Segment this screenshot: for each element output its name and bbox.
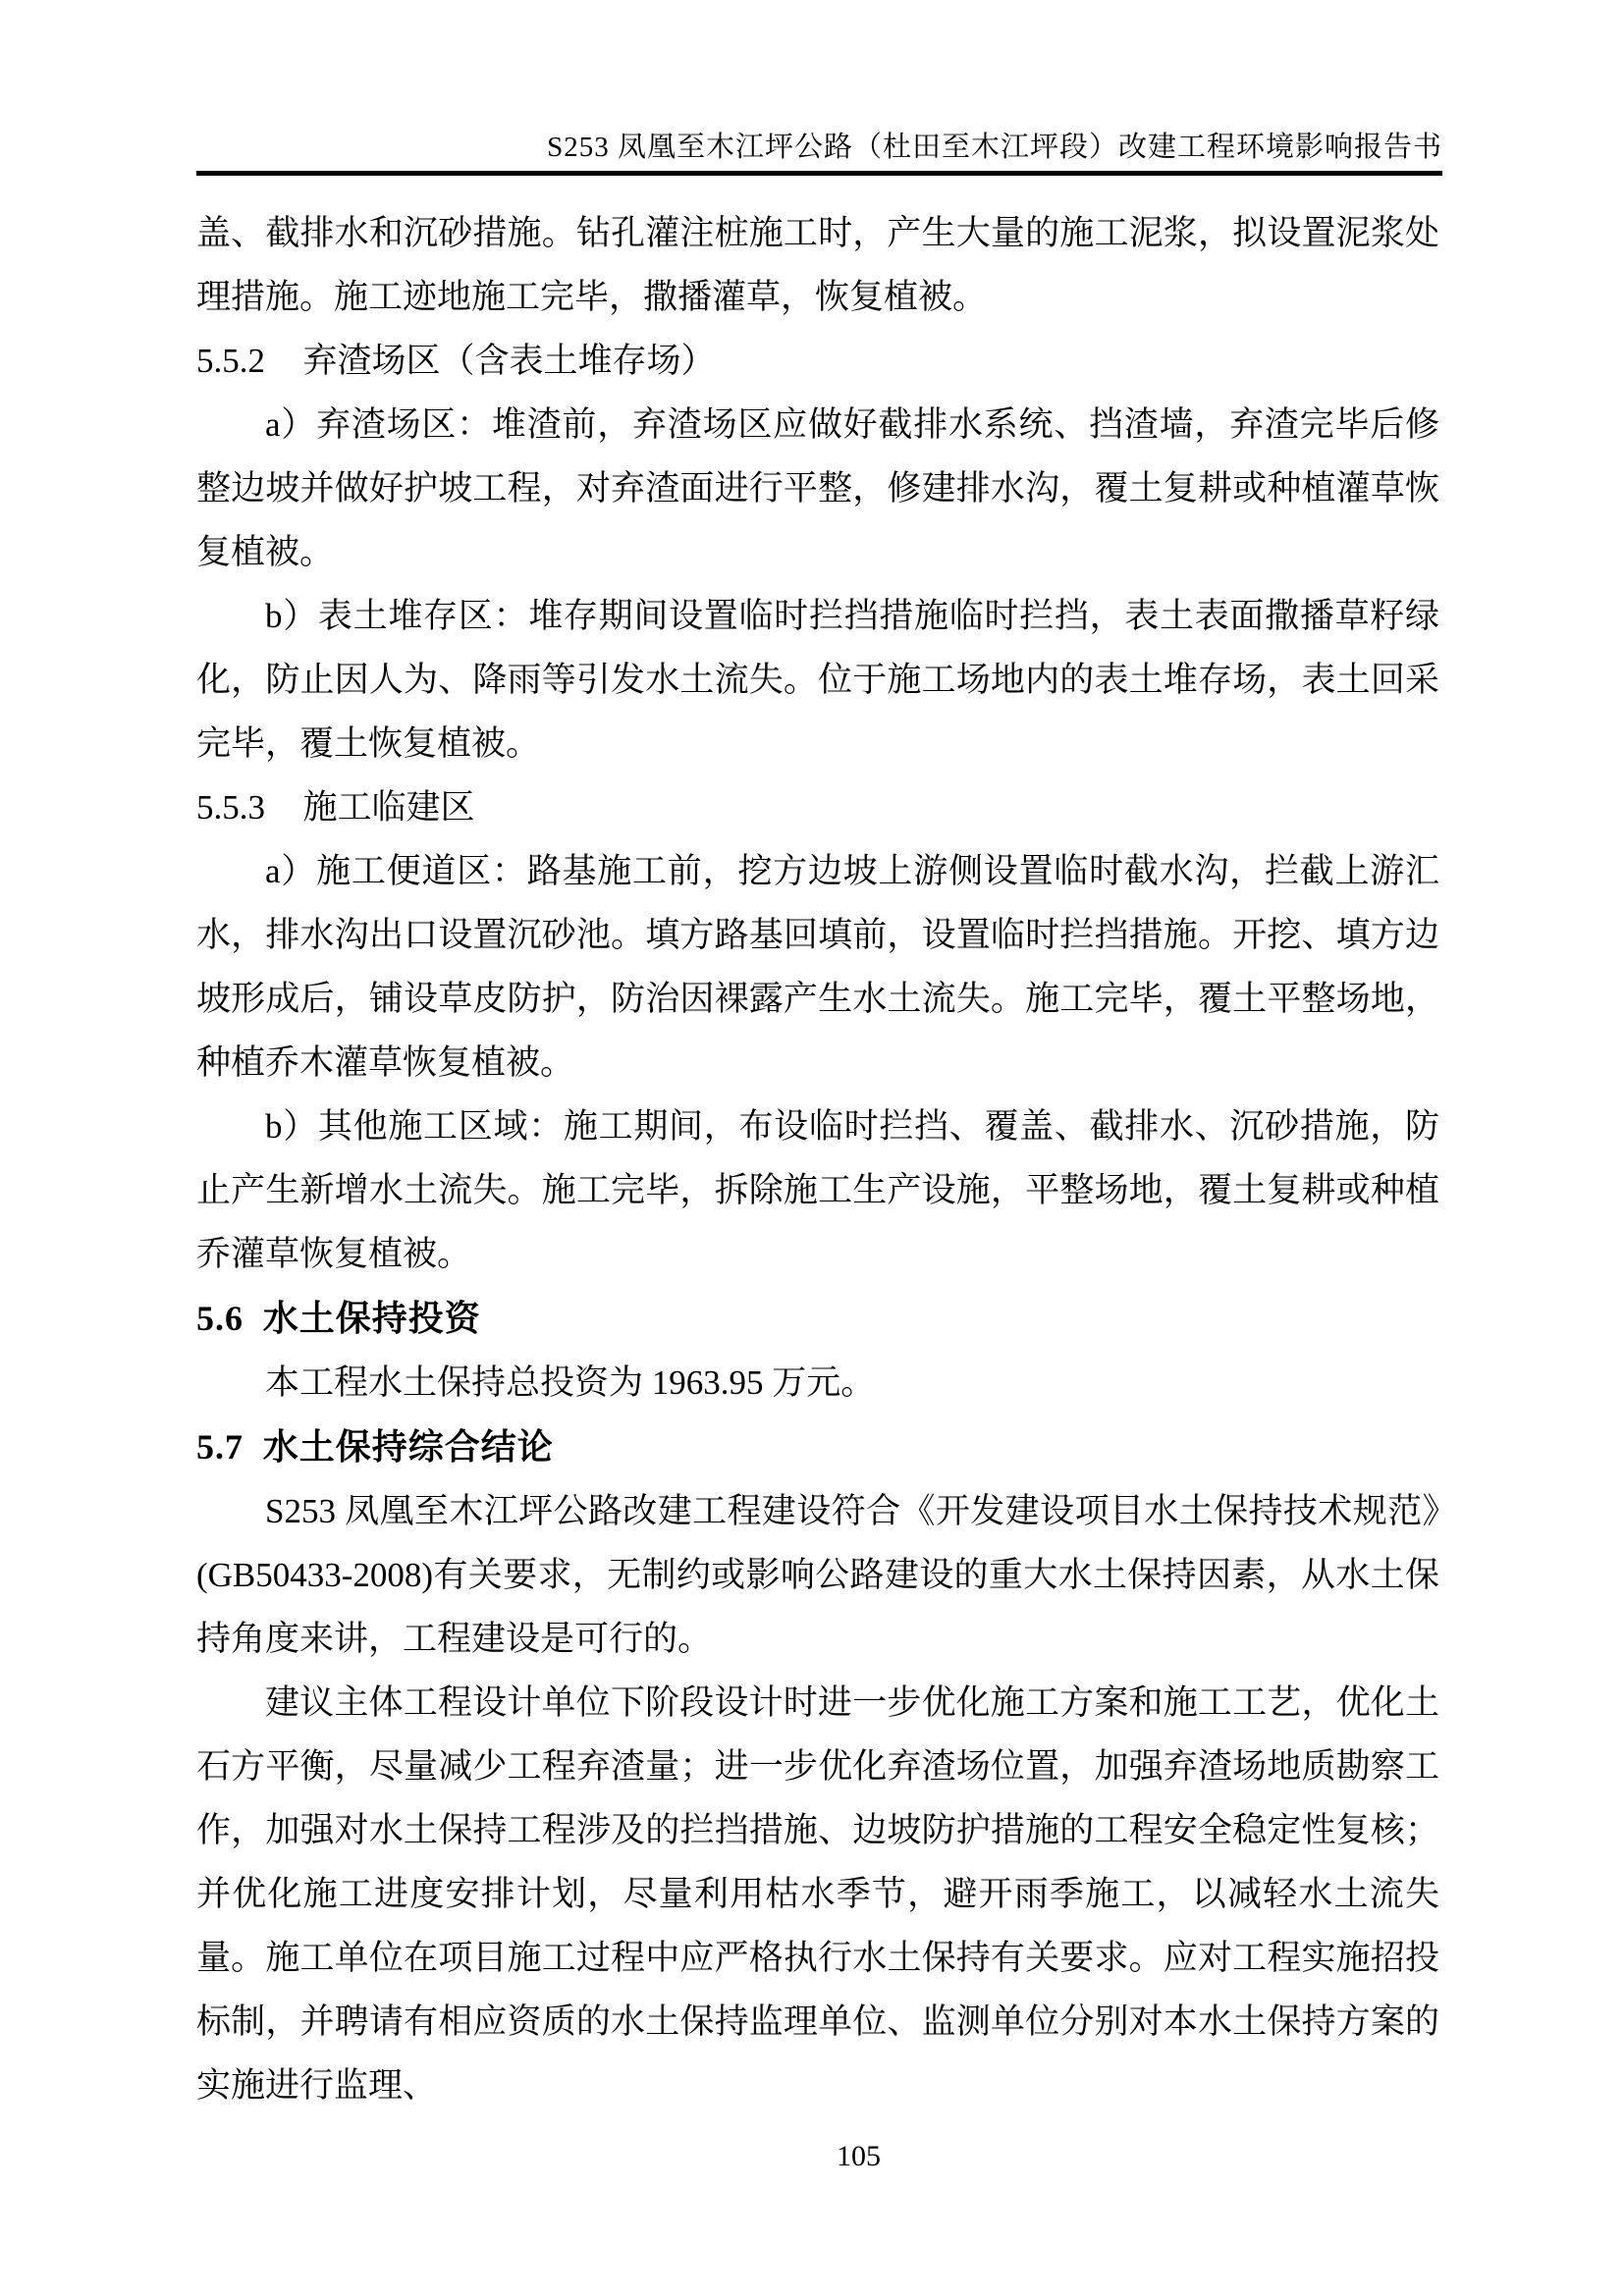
section-title: 水土保持投资 — [262, 1298, 481, 1338]
paragraph-other-construction-area: b）其他施工区域：施工期间，布设临时拦挡、覆盖、截排水、沉砂措施，防止产生新增水土流失。施工完毕，拆除施工生产设施，平整场地，覆土复耕或种植乔灌草恢复植被。 — [196, 1107, 1439, 1273]
paragraph-investment: 本工程水土保持总投资为 1963.95 万元。 — [265, 1363, 876, 1402]
section-heading-5-5-2 — [196, 329, 1439, 393]
paragraph-spoil-area: a）弃渣场区：堆渣前，弃渣场区应做好截排水系统、挡渣墙，弃渣完毕后修整边坡并做好护坡工程，对弃渣面进行平整，修建排水沟，覆土复耕或种植灌草恢复植被。 — [196, 405, 1439, 571]
document-body — [196, 201, 1439, 2117]
page-number: 105 — [837, 2140, 881, 2172]
paragraph-topsoil-area: b）表土堆存区：堆存期间设置临时拦挡措施临时拦挡，表土表面撒播草籽绿化，防止因人为、降雨等引发水土流失。位于施工场地内的表土堆存场，表土回采完毕，覆土恢复植被。 — [196, 597, 1439, 763]
section-heading-5-5-3 — [196, 775, 1439, 839]
paragraph-conclusion: S253 凤凰至木江坪公路改建工程建设符合《开发建设项目水土保持技术规范》(GB50433-2008)有关要求，无制约或影响公路建设的重大水土保持因素，从水土保持角度来讲，工程建设是可行的。 — [196, 1492, 1439, 1658]
page-header — [196, 130, 1442, 176]
section-number: 5.7 — [196, 1427, 244, 1467]
section-number: 5.6 — [196, 1299, 244, 1338]
section-heading-5-6 — [196, 1286, 1439, 1351]
paragraph-recommendation: 建议主体工程设计单位下阶段设计时进一步优化施工方案和施工工艺，优化土石方平衡，尽量减少工程弃渣量；进一步优化弃渣场位置，加强弃渣场地质勘察工作，加强对水土保持工程涉及的拦挡措施、边坡防护措施的工程安全稳定性复核；并优化施工进度安排计划，尽量利用枯水季节，避开雨季施工，以减轻水土流失量。施工单位在项目施工过程中应严格执行水土保持有关要求。应对工程实施招投标制，并聘请有相应资质的水土保持监理单位、监测单位分别对本水土保持方案的实施进行监理、 — [196, 1683, 1439, 2105]
section-title: 施工临建区 — [302, 788, 475, 827]
paragraph-continued: 盖、截排水和沉砂措施。钻孔灌注桩施工时，产生大量的施工泥浆，拟设置泥浆处理措施。施工迹地施工完毕，撒播灌草，恢复植被。 — [196, 214, 1439, 316]
section-number: 5.5.2 — [196, 342, 265, 380]
header-title: S253 凤凰至木江坪公路（杜田至木江坪段）改建工程环境影响报告书 — [547, 132, 1442, 163]
section-title: 水土保持综合结论 — [262, 1426, 554, 1467]
section-number: 5.5.3 — [196, 788, 265, 827]
paragraph-access-road-area: a）施工便道区：路基施工前，挖方边坡上游侧设置临时截水沟，拦截上游汇水，排水沟出口设置沉砂池。填方路基回填前，设置临时拦挡措施。开挖、填方边坡形成后，铺设草皮防护，防治因裸露产生水土流失。施工完毕，覆土平整场地，种植乔木灌草恢复植被。 — [196, 852, 1439, 1082]
section-heading-5-7 — [196, 1415, 1439, 1479]
section-title: 弃渣场区（含表土堆存场） — [302, 342, 716, 380]
page-footer — [0, 2138, 1624, 2175]
